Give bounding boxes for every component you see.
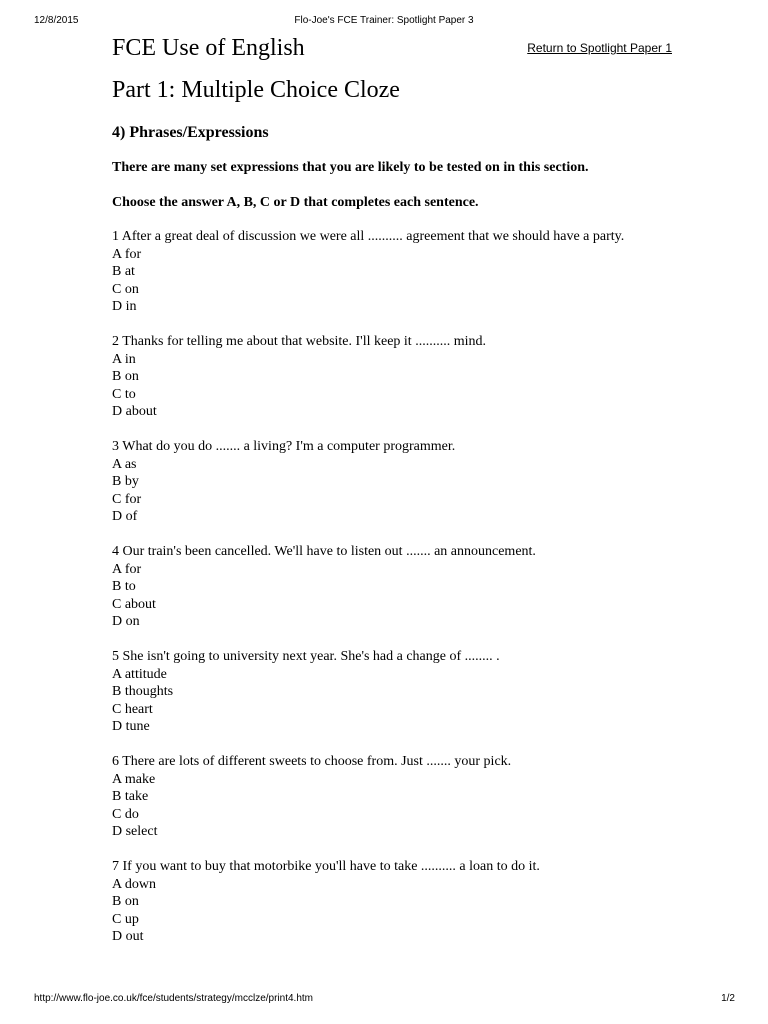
instruction-text: Choose the answer A, B, C or D that completes each sentence. bbox=[112, 194, 479, 210]
answer-option: C do bbox=[112, 806, 139, 822]
question-item bbox=[112, 333, 672, 421]
answer-option: A in bbox=[112, 351, 136, 367]
answer-option: A down bbox=[112, 876, 156, 892]
part-heading: Part 1: Multiple Choice Cloze bbox=[112, 77, 400, 103]
answer-option: C for bbox=[112, 491, 142, 507]
answer-option: D about bbox=[112, 404, 157, 419]
question-text: 7 If you want to buy that motorbike you'll have to take .......... a loan to do it. bbox=[112, 859, 540, 874]
question-text: 2 Thanks for telling me about that website. I'll keep it .......... mind. bbox=[112, 334, 486, 349]
answer-option: B on bbox=[112, 894, 139, 909]
page-number: 1/2 bbox=[721, 993, 735, 1004]
answer-option: A as bbox=[112, 456, 137, 472]
print-page-title: Flo-Joe's FCE Trainer: Spotlight Paper 3 bbox=[294, 15, 474, 26]
answer-option: D tune bbox=[112, 719, 150, 734]
question-text: 6 There are lots of different sweets to choose from. Just ....... your pick. bbox=[112, 754, 512, 769]
answer-option: B at bbox=[112, 264, 135, 279]
answer-option: D select bbox=[112, 824, 158, 839]
heading-row bbox=[112, 34, 672, 62]
answer-option: C heart bbox=[112, 701, 153, 717]
question-item bbox=[112, 753, 672, 841]
answer-option: B to bbox=[112, 579, 136, 594]
document-content bbox=[112, 34, 672, 963]
answer-option: A for bbox=[112, 246, 142, 262]
return-link[interactable]: Return to Spotlight Paper 1 bbox=[527, 41, 672, 55]
answer-option: C up bbox=[112, 911, 139, 927]
print-date: 12/8/2015 bbox=[34, 15, 79, 26]
answer-option: B thoughts bbox=[112, 684, 174, 699]
answer-option: B on bbox=[112, 369, 139, 384]
page-heading: FCE Use of English bbox=[112, 35, 305, 61]
answer-option: D in bbox=[112, 299, 137, 314]
answer-option: A attitude bbox=[112, 666, 167, 682]
answer-option: A for bbox=[112, 561, 142, 577]
answer-option: B take bbox=[112, 789, 149, 804]
question-list bbox=[112, 228, 672, 946]
answer-option: C about bbox=[112, 596, 156, 612]
intro-text: There are many set expressions that you are likely to be tested on in this section. bbox=[112, 160, 589, 175]
question-text: 3 What do you do ....... a living? I'm a computer programmer. bbox=[112, 439, 456, 454]
answer-option: D of bbox=[112, 509, 138, 524]
question-text: 4 Our train's been cancelled. We'll have to listen out ....... an announcement. bbox=[112, 544, 536, 559]
answer-option: D on bbox=[112, 614, 140, 629]
question-item bbox=[112, 438, 672, 526]
question-text: 5 She isn't going to university next year. She's had a change of ........ . bbox=[112, 649, 500, 664]
section-title: 4) Phrases/Expressions bbox=[112, 124, 269, 141]
answer-option: B by bbox=[112, 474, 139, 489]
question-item bbox=[112, 648, 672, 736]
print-url: http://www.flo-joe.co.uk/fce/students/strategy/mcclze/print4.htm bbox=[34, 993, 314, 1004]
answer-option: C to bbox=[112, 386, 136, 402]
answer-option: A make bbox=[112, 771, 156, 787]
question-item bbox=[112, 228, 672, 316]
answer-option: D out bbox=[112, 929, 144, 944]
print-footer bbox=[0, 993, 768, 1007]
print-header bbox=[0, 15, 768, 29]
answer-option: C on bbox=[112, 281, 139, 297]
question-text: 1 After a great deal of discussion we were all .......... agreement that we should have a party. bbox=[112, 229, 625, 244]
question-item bbox=[112, 543, 672, 631]
question-item bbox=[112, 858, 672, 946]
